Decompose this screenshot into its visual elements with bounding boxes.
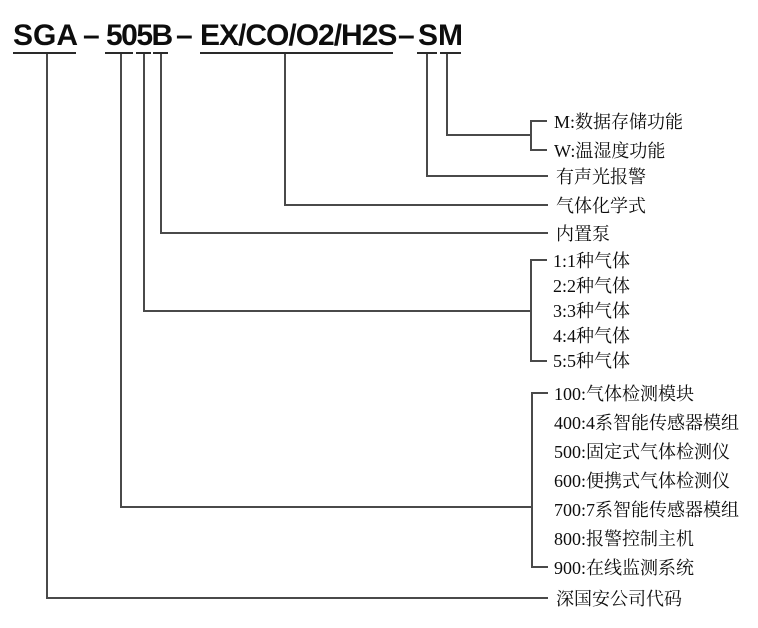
bracket-product-series (531, 392, 533, 568)
label-series-400: 400:4系智能传感器模组 (554, 413, 740, 433)
drop-line-series-digit3 (143, 54, 145, 312)
tick-product-series-bottom (531, 566, 548, 568)
tick-product-series-top (531, 392, 548, 394)
model-dash-2: – (176, 19, 193, 52)
feed-line-product-series (120, 506, 533, 508)
label-series-700: 700:7系智能传感器模组 (554, 500, 740, 520)
drop-line-series-letter (160, 54, 162, 234)
model-suffix: SM (418, 19, 463, 52)
label-gas-count-3: 3:3种气体 (553, 301, 631, 321)
label-series-800: 800:报警控制主机 (554, 529, 695, 549)
model-prefix: SGA (13, 19, 79, 52)
underline-series-digit1 (105, 52, 133, 54)
label-w-option: W:温湿度功能 (554, 141, 666, 161)
drop-line-suffix-m (446, 54, 448, 136)
leader-line-pump (160, 232, 548, 234)
label-series-100: 100:气体检测模块 (554, 384, 695, 404)
label-series-600: 600:便携式气体检测仪 (554, 471, 731, 491)
feed-line-gas-count (143, 310, 532, 312)
model-dash-3: – (398, 19, 415, 52)
drop-line-series-digit1 (120, 54, 122, 508)
label-pump: 内置泵 (556, 224, 610, 244)
label-company: 深国安公司代码 (556, 589, 682, 609)
drop-line-prefix (46, 54, 48, 598)
underline-prefix (13, 52, 76, 54)
bracket-gas-count (530, 259, 532, 362)
drop-line-suffix-s (426, 54, 428, 177)
label-gas-count-1: 1:1种气体 (553, 251, 631, 271)
model-gas-formulas: EX/CO/O2/H2S (200, 19, 397, 52)
tick-gas-count-bottom (530, 360, 547, 362)
drop-line-gas-formulas (284, 54, 286, 206)
model-dash-1: – (83, 19, 100, 52)
feed-line-mw (446, 134, 532, 136)
model-series-code: 505B (106, 19, 172, 52)
label-gas-count-5: 5:5种气体 (553, 351, 631, 371)
underline-suffix-m (440, 52, 461, 54)
label-m-option: M:数据存储功能 (554, 112, 684, 132)
label-gas-count-2: 2:2种气体 (553, 276, 631, 296)
underline-gas-formulas (200, 52, 393, 54)
label-gas-count-4: 4:4种气体 (553, 326, 631, 346)
label-formula: 气体化学式 (556, 196, 646, 216)
leader-line-company (46, 597, 548, 599)
label-series-900: 900:在线监测系统 (554, 558, 695, 578)
leader-line-alarm (426, 175, 548, 177)
tick-w-option (530, 149, 547, 151)
label-alarm: 有声光报警 (556, 167, 646, 187)
label-series-500: 500:固定式气体检测仪 (554, 442, 731, 462)
leader-line-formula (284, 204, 548, 206)
tick-m-option (530, 120, 547, 122)
tick-gas-count-top (530, 259, 547, 261)
bracket-mw (530, 120, 532, 151)
